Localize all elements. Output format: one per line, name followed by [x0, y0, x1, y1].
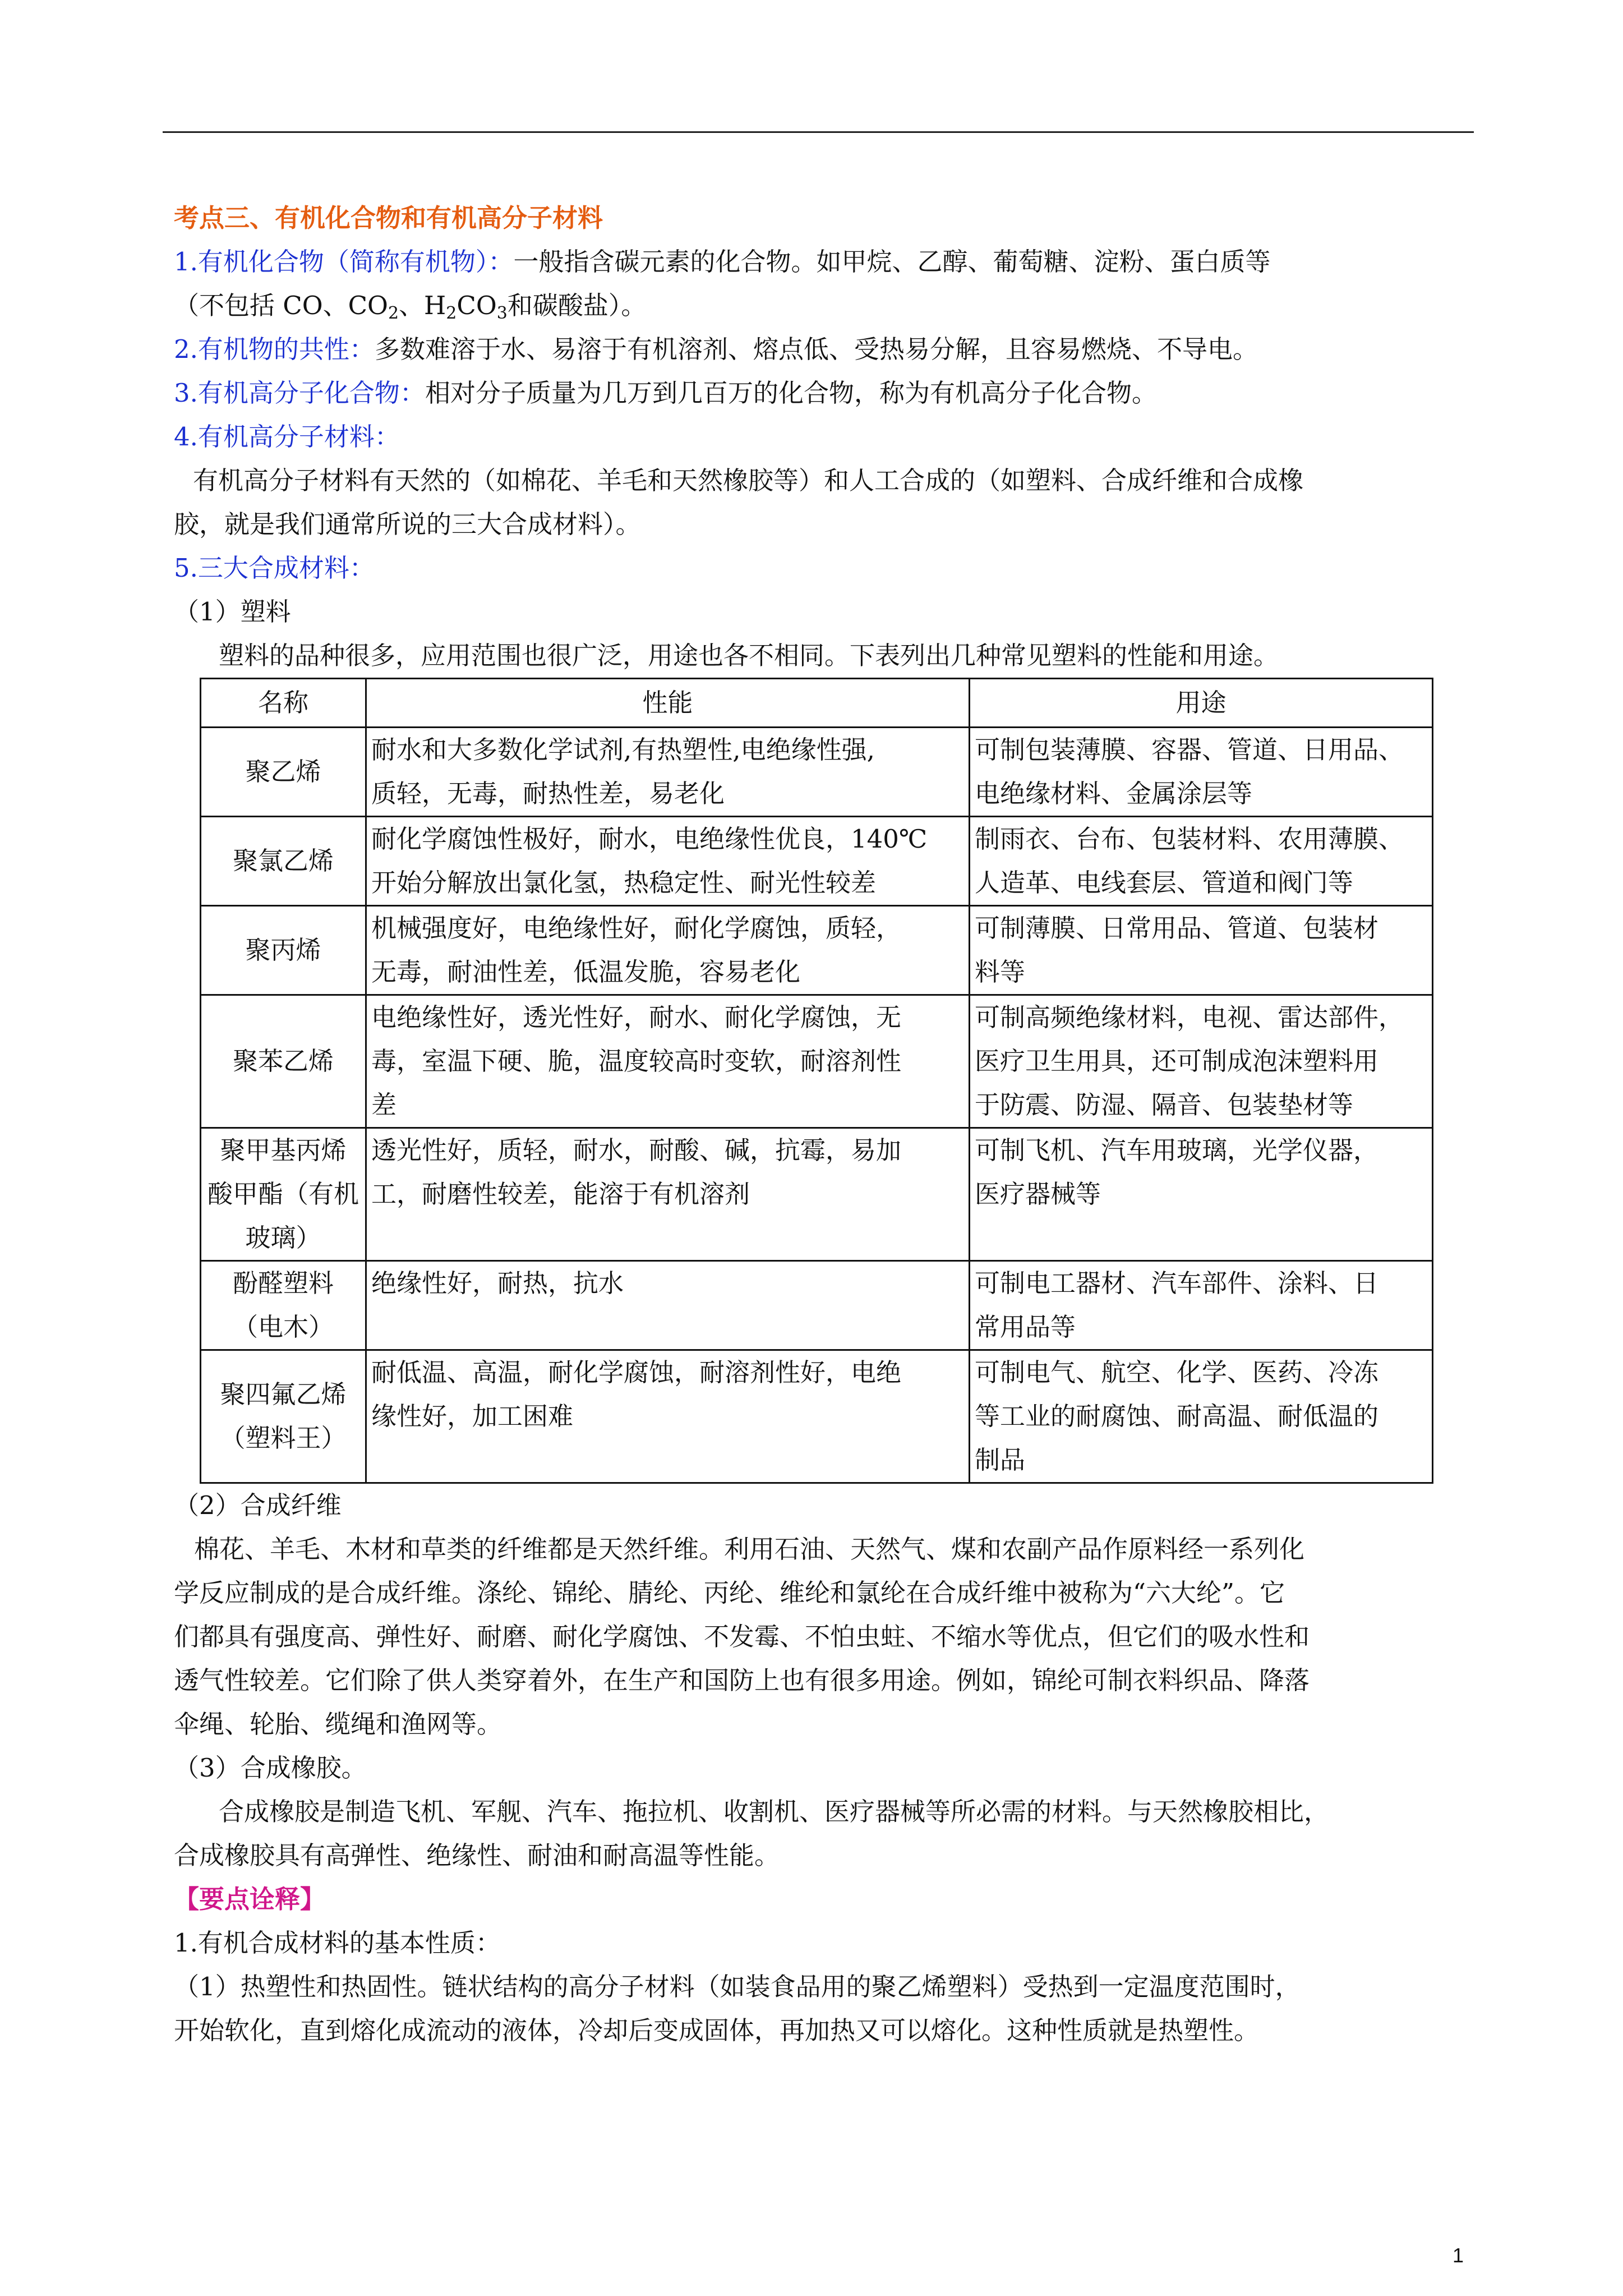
organic-compound-label: 1.有机化合物（简称有机物）：	[174, 247, 514, 277]
subscript: 2	[388, 303, 399, 323]
document-body	[174, 196, 1475, 2053]
plastic-use-cell	[970, 1128, 1433, 1261]
property-line: 缘性好，加工困难	[371, 1401, 574, 1431]
plastic-property-cell	[366, 1261, 970, 1350]
fibers-line: 棉花、羊毛、木材和草类的纤维都是天然纤维。利用石油、天然气、煤和农副产品作原料经一系列化	[194, 1534, 1305, 1564]
property-line: 开始分解放出氯化氢，热稳定性、耐光性较差	[371, 868, 877, 898]
use-line: 可制高频绝缘材料，电视、雷达部件，	[975, 1002, 1404, 1032]
plastic-property-cell	[366, 995, 970, 1128]
exclusion-text-c: CO	[457, 291, 497, 320]
key-point-line: 开始软化，直到熔化成流动的液体，冷却后变成固体，再加热又可以熔化。这种性质就是热塑性。	[174, 2016, 1260, 2045]
exclusion-text-a: （不包括 CO、CO	[174, 291, 388, 320]
exclusion-text-b: 、H	[399, 291, 446, 320]
property-line: 无毒，耐油性差，低温发脆，容易老化	[371, 957, 801, 987]
plastic-name: 酚醛塑料	[232, 1268, 334, 1298]
plastic-use-cell	[970, 817, 1433, 906]
property-line: 透光性好，质轻，耐水，耐酸、碱，抗霉，易加	[371, 1135, 902, 1165]
column-header-use: 用途	[970, 679, 1433, 728]
property-line: 电绝缘性好，透光性好，耐水、耐化学腐蚀，无	[371, 1002, 902, 1032]
property-line: 毒，室温下硬、脆，温度较高时变软，耐溶剂性	[371, 1046, 902, 1076]
plastic-name: 聚乙烯	[245, 757, 321, 786]
plastic-name-cell	[201, 1261, 366, 1350]
property-line: 耐低温、高温，耐化学腐蚀，耐溶剂性好，电绝	[371, 1358, 902, 1387]
exclusion-text-d: 和碳酸盐）。	[507, 291, 647, 320]
polymer-compound-text: 相对分子质量为几万到几百万的化合物，称为有机高分子化合物。	[425, 378, 1157, 408]
fibers-line: 学反应制成的是合成纤维。涤纶、锦纶、腈纶、丙纶、维纶和氯纶在合成纤维中被称为“六大纶”。它	[174, 1578, 1285, 1608]
property-line: 耐水和大多数化学试剂,有热塑性,电绝缘性强,	[371, 735, 875, 765]
plastic-name-cell	[201, 817, 366, 906]
polymer-material-label: 4.有机高分子材料：	[174, 422, 400, 452]
plastics-intro: 塑料的品种很多，应用范围也很广泛，用途也各不相同。下表列出几种常见塑料的性能和用途。	[219, 641, 1279, 670]
property-line: 工，耐磨性较差，能溶于有机溶剂	[371, 1179, 750, 1209]
plastics-heading: （1）塑料	[174, 597, 291, 627]
plastic-name: （塑料王）	[220, 1423, 347, 1453]
plastic-name: 酸甲酯（有机	[207, 1179, 359, 1209]
plastic-name: 玻璃）	[245, 1223, 321, 1253]
use-line: 可制包装薄膜、容器、管道、日用品、	[975, 735, 1404, 765]
plastic-use-cell	[970, 1261, 1433, 1350]
use-line: 可制飞机、汽车用玻璃，光学仪器，	[975, 1135, 1379, 1165]
rubber-heading: （3）合成橡胶。	[174, 1753, 367, 1783]
plastic-name-cell	[201, 1128, 366, 1261]
plastic-name: 聚氯乙烯	[232, 846, 334, 876]
organic-compound-text: 一般指含碳元素的化合物。如甲烷、乙醇、葡萄糖、淀粉、蛋白质等	[513, 247, 1271, 277]
plastic-use-cell	[970, 906, 1433, 995]
key-points-heading: 【要点诠释】	[174, 1884, 326, 1914]
use-line: 料等	[975, 957, 1026, 987]
plastic-use-cell	[970, 995, 1433, 1128]
use-line: 人造革、电线套层、管道和阀门等	[975, 868, 1354, 898]
use-line: 可制电工器材、汽车部件、涂料、日	[975, 1268, 1379, 1298]
fibers-line: 伞绳、轮胎、缆绳和渔网等。	[174, 1709, 502, 1739]
use-line: 医疗器械等	[975, 1179, 1101, 1209]
property-line: 差	[371, 1090, 397, 1120]
use-line: 制品	[975, 1445, 1026, 1475]
fibers-heading: （2）合成纤维	[174, 1490, 342, 1520]
table-row	[201, 906, 1433, 995]
property-line: 耐化学腐蚀性极好，耐水，电绝缘性优良，140℃	[371, 824, 928, 854]
subscript: 3	[496, 303, 508, 323]
plastic-use-cell	[970, 728, 1433, 817]
table-row	[201, 1350, 1433, 1483]
plastic-name: 聚丙烯	[245, 935, 321, 965]
use-line: 于防震、防湿、隔音、包装垫材等	[975, 1090, 1354, 1120]
polymer-compound-label: 3.有机高分子化合物：	[174, 378, 425, 408]
three-materials-label: 5.三大合成材料：	[174, 553, 375, 583]
use-line: 电绝缘材料、金属涂层等	[975, 779, 1253, 808]
key-point-title: 1.有机合成材料的基本性质：	[174, 1928, 501, 1958]
rubber-line: 合成橡胶是制造飞机、军舰、汽车、拖拉机、收割机、医疗器械等所必需的材料。与天然橡胶相比，	[219, 1797, 1330, 1826]
plastic-property-cell	[366, 1128, 970, 1261]
table-row	[201, 1128, 1433, 1261]
header-rule	[163, 131, 1474, 133]
table-row	[201, 728, 1433, 817]
plastic-name-cell	[201, 995, 366, 1128]
property-line: 质轻，无毒，耐热性差，易老化	[371, 779, 725, 808]
plastic-use-cell	[970, 1350, 1433, 1483]
plastics-table	[200, 678, 1433, 1484]
fibers-line: 透气性较差。它们除了供人类穿着外，在生产和国防上也有很多用途。例如，锦纶可制衣料织品、降落	[174, 1665, 1310, 1695]
plastic-name: 聚苯乙烯	[232, 1046, 334, 1076]
plastic-name: （电木）	[232, 1312, 334, 1342]
subscript: 2	[446, 303, 457, 323]
use-line: 常用品等	[975, 1312, 1076, 1342]
property-line: 机械强度好，电绝缘性好，耐化学腐蚀，质轻，	[371, 913, 902, 943]
use-line: 等工业的耐腐蚀、耐高温、耐低温的	[975, 1401, 1379, 1431]
use-line: 可制薄膜、日常用品、管道、包装材	[975, 913, 1379, 943]
plastic-name-cell	[201, 728, 366, 817]
column-header-name: 名称	[201, 679, 366, 728]
table-row	[201, 817, 1433, 906]
plastic-name-cell	[201, 1350, 366, 1483]
table-header-row	[201, 679, 1433, 728]
plastic-property-cell	[366, 728, 970, 817]
plastic-property-cell	[366, 906, 970, 995]
organic-compound-para	[174, 240, 1475, 284]
organic-compound-exclusions	[174, 284, 1475, 328]
key-point-line: （1）热塑性和热固性。链状结构的高分子材料（如装食品用的聚乙烯塑料）受热到一定温度范围时，	[174, 1972, 1301, 2001]
column-header-property: 性能	[366, 679, 970, 728]
property-line: 绝缘性好，耐热，抗水	[371, 1268, 624, 1298]
section-title: 考点三、有机化合物和有机高分子材料	[174, 203, 603, 233]
polymer-material-line: 胶，就是我们通常所说的三大合成材料）。	[174, 509, 641, 539]
common-properties-text: 多数难溶于水、易溶于有机溶剂、熔点低、受热易分解，且容易燃烧、不导电。	[374, 334, 1258, 364]
rubber-line: 合成橡胶具有高弹性、绝缘性、耐油和耐高温等性能。	[174, 1841, 780, 1870]
plastic-name: 聚甲基丙烯	[220, 1135, 347, 1165]
common-properties-para	[174, 328, 1475, 371]
table-row	[201, 995, 1433, 1128]
common-properties-label: 2.有机物的共性：	[174, 334, 375, 364]
plastic-name: 聚四氟乙烯	[220, 1379, 347, 1409]
use-line: 可制电气、航空、化学、医药、冷冻	[975, 1358, 1379, 1387]
table-row	[201, 1261, 1433, 1350]
polymer-compound-para	[174, 371, 1475, 415]
plastic-property-cell	[366, 817, 970, 906]
plastic-name-cell	[201, 906, 366, 995]
page-number: 1	[1453, 2244, 1464, 2267]
fibers-line: 们都具有强度高、弹性好、耐磨、耐化学腐蚀、不发霉、不怕虫蛀、不缩水等优点，但它们的吸水性和	[174, 1622, 1310, 1651]
plastic-property-cell	[366, 1350, 970, 1483]
polymer-material-line: 有机高分子材料有天然的（如棉花、羊毛和天然橡胶等）和人工合成的（如塑料、合成纤维和合成橡	[193, 466, 1304, 495]
use-line: 医疗卫生用具，还可制成泡沫塑料用	[975, 1046, 1379, 1076]
use-line: 制雨衣、台布、包装材料、农用薄膜、	[975, 824, 1404, 854]
